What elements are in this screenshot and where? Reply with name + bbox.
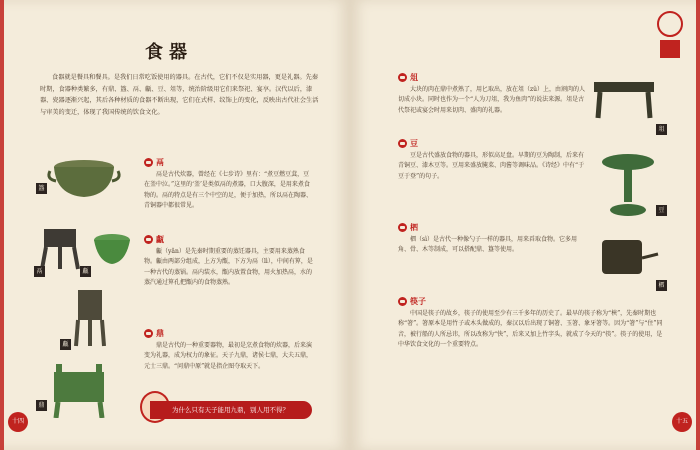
section-li: 鬲 鬲是古代炊器，曾经在《七步诗》里有：“煮豆燃豆萁，豆在釜中泣。”这里的‘釜’是类似鬲的煮器，口大腹深，是用来煮食物的。鬲的特点是有三个中空的足，便于加热，所以鬲在陶器、青铜器中都很常见。 xyxy=(144,157,313,209)
li-vessel-image xyxy=(40,225,80,270)
page-number-right: 十五 xyxy=(672,412,692,432)
right-border xyxy=(696,0,700,450)
gui-vessel-image xyxy=(46,157,122,203)
badge-yan: 甗 xyxy=(80,266,91,277)
section-zu: 俎 大块的肉在鼎中煮熟了，用匕取出，放在俎（zǔ）上，由割肉的人切成小块。同时也作为一个“人为刀俎，我为鱼肉”的说法来源。俎是古代祭祀或宴会时用来切肉、盛肉的礼器。 xyxy=(398,72,586,114)
section-dou: 豆 豆是古代盛放食物的器具，形似高足盘。早期的豆为陶制，后来有青铜豆、漆木豆等。豆用来盛放腌菜、肉酱等调味品。《诗经》中有“于豆于登”的句子。 xyxy=(398,138,585,180)
badge-si: 柶 xyxy=(656,280,667,291)
ding-vessel-image xyxy=(46,362,112,418)
intro-paragraph: 食器就是餐具和餐具。是我们日常吃饭使用的器具。在古代，它们不仅是实用器，更是礼器。先秦时期，食器种类繁多，有鼎、簋、鬲、甗、豆、俎等，统治阶级用它们来祭祀、宴享。汉代以后，漆器、瓷器逐渐兴起，其后各种材质的食器不断出现，它们在式样、纹饰上的变化，反映出古代社会生活与审美的变迁，体现了我国传统的饮食文化。 xyxy=(40,74,319,116)
seal-logo xyxy=(656,10,684,62)
section-marker-icon xyxy=(144,329,153,338)
section-marker-icon xyxy=(398,73,407,82)
yan-steamer-image xyxy=(72,288,108,348)
section-yan: 甗 甗（yǎn）是先秦时期重要的蒸饪器具，主要用来蒸熟食物。甗由两部分组成，上方为甑，下方为鬲（lì），中间有箅，是一种古代的蒸锅。鬲内装水，甑内放置食物，用火加热鬲，水的蒸汽通过箅孔把甑内的食物蒸熟。 xyxy=(144,234,313,286)
badge-li: 鬲 xyxy=(34,266,45,277)
section-marker-icon xyxy=(398,297,407,306)
right-page xyxy=(350,0,700,450)
section-ding: 鼎 鼎是古代的一种重要器物，最初是烹煮食物的炊器，后来演变为礼器，成为权力的象征。天子九鼎，诸侯七鼎，大夫五鼎，元士三鼎。“问鼎中原”就是指企图夺取天下。 xyxy=(144,328,313,370)
question-banner[interactable]: 为什么只有天子能用九鼎，别人用不得？ xyxy=(150,401,312,419)
zu-table-image xyxy=(592,78,656,120)
dou-vessel-image xyxy=(600,152,656,218)
badge-ding: 鼎 xyxy=(36,400,47,411)
page-title: 食器 xyxy=(145,42,193,63)
badge-yan-2: 甗 xyxy=(60,339,71,350)
section-si: 柶 柶（sì）是古代一种像勺子一样的器具，用来舀取食物。它多用角、骨、木等制成，可以搭配鼎、簋等使用。 xyxy=(398,222,577,253)
section-marker-icon xyxy=(398,223,407,232)
section-marker-icon xyxy=(144,235,153,244)
section-chopsticks: 筷子 中国是筷子的故乡，筷子的使用至少有三千多年的历史了。最早的筷子称为“梜”，先秦时期也称“箸”。箸原本是用竹子或木头做成的，秦汉以后出现了铜箸、玉箸、象牙箸等。因为“箸”与“住”同音，被行船的人所忌讳，所以改称为“快”，后来又加上竹字头，就成了今天的“筷”。筷子的使用，是中华饮食文化的一个重要特点。 xyxy=(398,296,663,348)
left-border xyxy=(0,0,4,450)
page-number-left: 十四 xyxy=(8,412,28,432)
si-vessel-image xyxy=(598,234,660,280)
badge-dou: 豆 xyxy=(656,205,667,216)
yan-vessel-image xyxy=(92,232,132,270)
section-marker-icon xyxy=(398,139,407,148)
badge-zu: 俎 xyxy=(656,124,667,135)
badge-gui: 簋 xyxy=(36,183,47,194)
section-marker-icon xyxy=(144,158,153,167)
